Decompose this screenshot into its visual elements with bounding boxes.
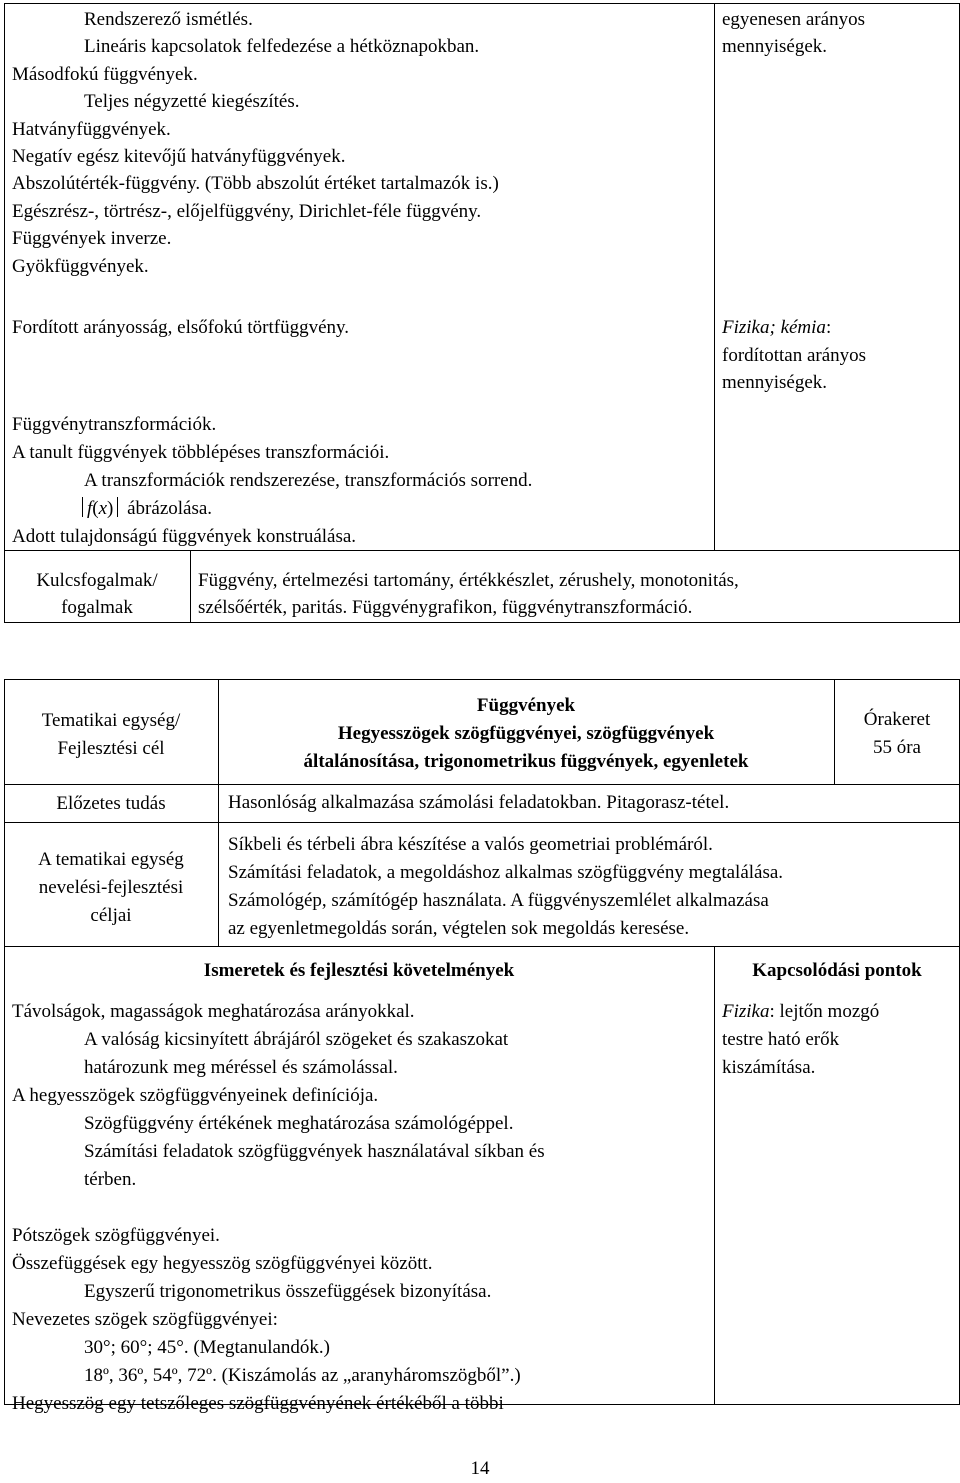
connection-physics-2: testre ható erők	[722, 1029, 840, 1050]
hours-value: 55 óra	[872, 737, 921, 758]
requirement-line-13: 30°; 60°; 45°. (Megtanulandók.)	[84, 1337, 331, 1358]
hours-label: Órakeret	[863, 709, 931, 730]
key-concepts-label-2: fogalmak	[61, 597, 133, 618]
requirement-line-1: Távolságok, magasságok meghatározása arányokkal.	[12, 1001, 415, 1022]
key-concepts-label-1: Kulcsfogalmak/	[36, 570, 158, 591]
topic-line-6: Negatív egész kitevőjű hatványfüggvények.	[12, 146, 346, 167]
topic-line-3: Másodfokú függvények.	[12, 63, 198, 85]
topic-line-8: Egészrész-, törtrész-, előjelfüggvény, Dirichlet-féle függvény.	[12, 200, 482, 222]
goals-label-1: A tematikai egység	[38, 849, 184, 870]
connection-physics-3: kiszámítása.	[722, 1057, 816, 1078]
table-2-row-divider-1	[4, 784, 960, 785]
related-physics-proportional-1: egyenesen arányos	[722, 9, 865, 30]
requirement-line-9: Pótszögek szögfüggvényei.	[12, 1225, 220, 1246]
requirement-line-14: 18º, 36º, 54º, 72º. (Kiszámolás az „aranyháromszögből”.)	[84, 1365, 521, 1386]
construct-functions-topic: Adott tulajdonságú függvények konstruálása.	[12, 526, 357, 547]
abs-bar-right	[117, 497, 118, 517]
key-concepts-text-1: Függvény, értelmezési tartomány, értékkészlet, zérushely, monotonitás,	[198, 570, 739, 591]
connection-physics: Fizika: lejtőn mozgó	[722, 1001, 880, 1022]
related-physics-proportional-2: mennyiségek.	[722, 36, 828, 57]
physics-chemistry-label: Fizika; kémia	[722, 317, 826, 338]
goals-text-4: az egyenletmegoldás során, végtelen sok megoldás keresése.	[228, 918, 690, 939]
requirement-line-12: Nevezetes szögek szögfüggvényei:	[12, 1309, 278, 1330]
related-inverse-proportional-2: mennyiségek.	[722, 372, 828, 393]
topic-line-1: Rendszerező ismétlés.	[84, 9, 253, 30]
prior-knowledge-label: Előzetes tudás	[56, 793, 166, 814]
table-2-row-divider-2	[4, 822, 960, 823]
table-2-row-divider-3	[4, 946, 960, 947]
abs-fx-plot-line: f(x) ábrázolása.	[80, 495, 212, 523]
requirement-line-6: Számítási feladatok szögfüggvények használatával síkban és	[84, 1141, 545, 1162]
goals-text-1: Síkbeli és térbeli ábra készítése a valós geometriai problémáról.	[228, 834, 713, 855]
requirement-line-11: Egyszerű trigonometrikus összefüggések bizonyítása.	[84, 1281, 492, 1302]
unit-title-2: Hegyesszögek szögfüggvényei, szögfüggvények	[337, 723, 715, 744]
topic-line-9: Függvények inverze.	[12, 228, 172, 250]
key-concepts-text-2: szélsőérték, paritás. Függvénygrafikon, függvénytranszformáció.	[198, 597, 693, 618]
transform-line-3: A transzformációk rendszerezése, transzformációs sorrend.	[84, 470, 533, 491]
unit-title-1: Függvények	[476, 695, 576, 716]
table-1-column-divider	[714, 3, 715, 551]
topic-line-10: Gyökfüggvények.	[12, 255, 149, 277]
thematic-unit-label-1: Tematikai egység/	[41, 710, 181, 731]
transform-line-2: A tanult függvények többlépéses transzformációi.	[12, 442, 390, 463]
topic-line-4: Teljes négyzetté kiegészítés.	[84, 91, 300, 113]
transform-line-1: Függvénytranszformációk.	[12, 414, 217, 435]
physics-label: Fizika	[722, 1001, 770, 1022]
inverse-proportion-topic: Fordított arányosság, elsőfokú törtfüggvény.	[12, 317, 350, 338]
related-physics-chemistry: Fizika; kémia:	[722, 317, 832, 338]
goals-text-2: Számítási feladatok, a megoldáshoz alkalmas szögfüggvény megtalálása.	[228, 862, 784, 883]
goals-label-3: céljai	[90, 905, 132, 926]
prior-knowledge-text: Hasonlóság alkalmazása számolási feladatokban. Pitagorasz-tétel.	[228, 792, 730, 813]
topic-line-7: Abszolútérték-függvény. (Több abszolút értéket tartalmazók is.)	[12, 173, 499, 195]
table-1-kulcs-divider	[190, 550, 191, 623]
abs-bar-left	[82, 497, 83, 517]
requirement-line-10: Összefüggések egy hegyesszög szögfüggvényei között.	[12, 1253, 433, 1274]
requirements-header: Ismeretek és fejlesztési követelmények	[203, 960, 515, 981]
goals-text-3: Számológép, számítógép használata. A függvényszemlélet alkalmazása	[228, 890, 769, 911]
page-number: 14	[470, 1458, 490, 1479]
table-2-content-divider	[714, 946, 715, 1405]
requirement-line-7: térben.	[84, 1169, 137, 1190]
related-inverse-proportional-1: fordítottan arányos	[722, 345, 867, 366]
connections-header: Kapcsolódási pontok	[752, 960, 922, 981]
requirement-line-5: Szögfüggvény értékének meghatározása számológéppel.	[84, 1113, 514, 1134]
requirement-line-15: Hegyesszög egy tetszőleges szögfüggvényének értékéből a többi	[12, 1393, 504, 1414]
unit-title-3: általánosítása, trigonometrikus függvények, egyenletek	[303, 751, 749, 772]
topic-line-2: Lineáris kapcsolatok felfedezése a hétköznapokban.	[84, 36, 480, 58]
thematic-unit-label-2: Fejlesztési cél	[57, 738, 165, 759]
requirement-line-3: határozunk meg méréssel és számolással.	[84, 1057, 398, 1078]
requirement-line-4: A hegyesszögek szögfüggvényeinek definíciója.	[12, 1085, 379, 1106]
requirement-line-2: A valóság kicsinyített ábrájáról szögeket és szakaszokat	[84, 1029, 509, 1050]
topic-line-5: Hatványfüggvények.	[12, 118, 171, 140]
goals-label-2: nevelési-fejlesztési	[38, 877, 184, 898]
